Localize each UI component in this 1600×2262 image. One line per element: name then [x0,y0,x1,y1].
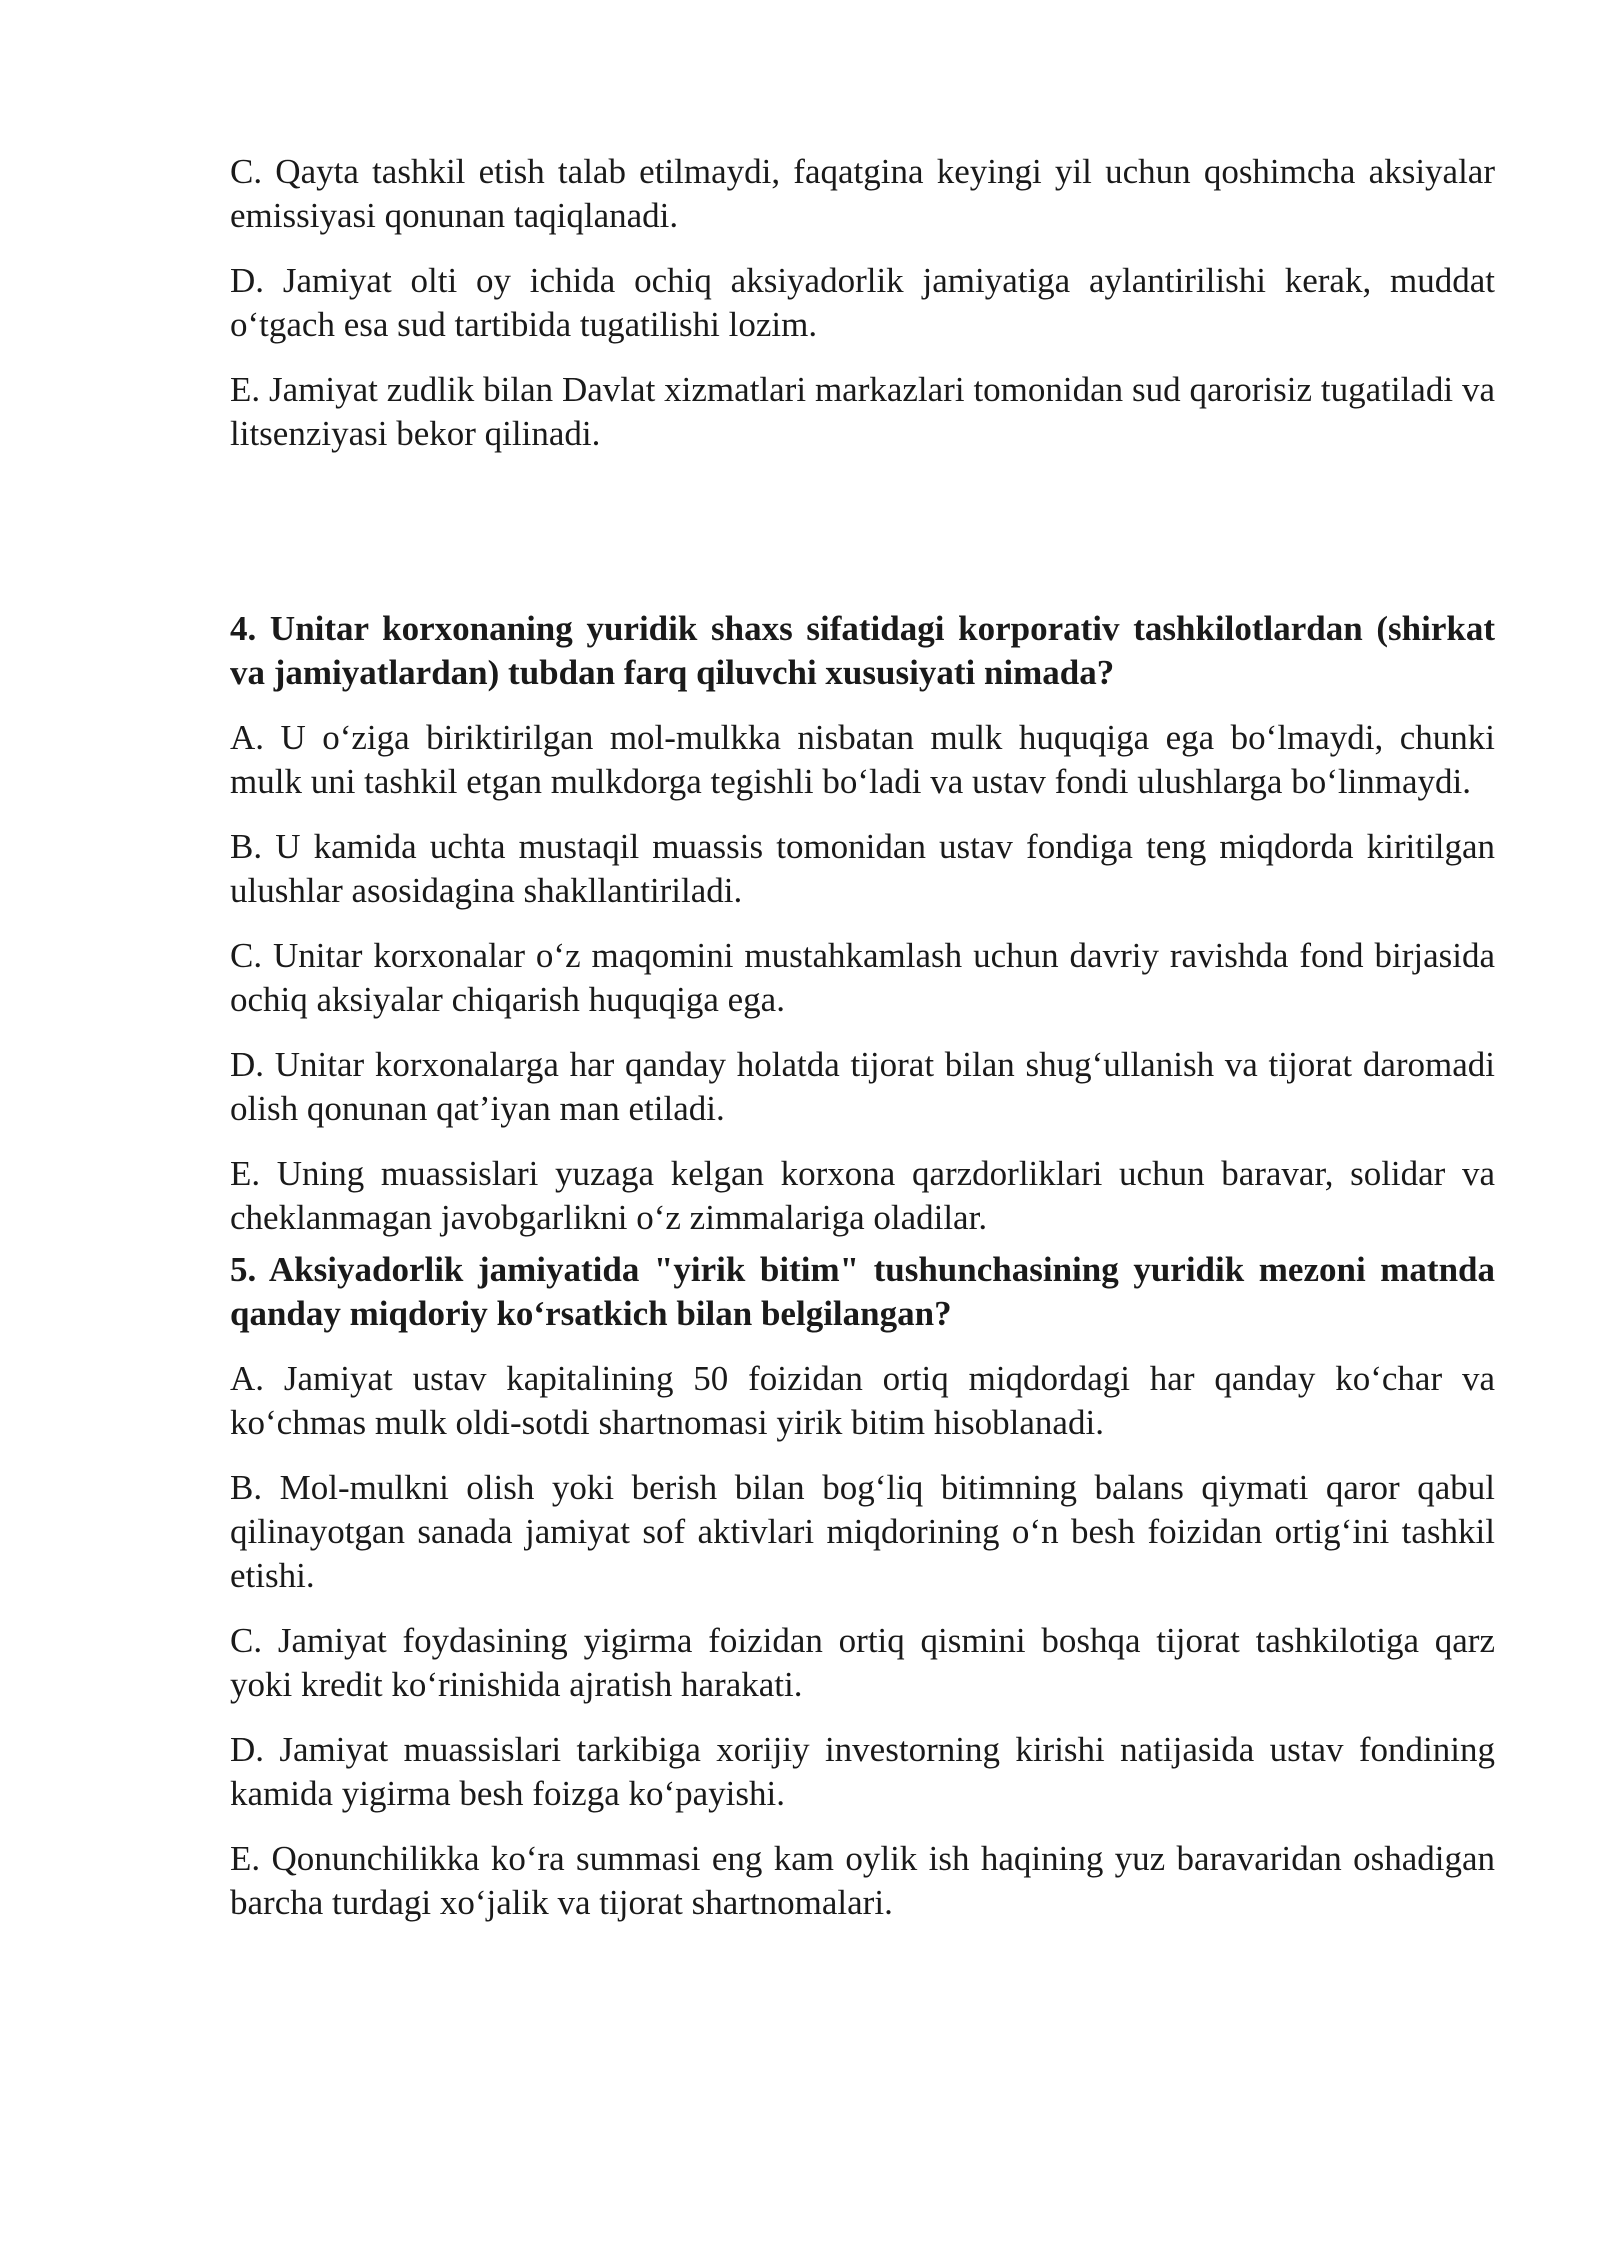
q3-option-c: C. Qayta tashkil etish talab etilmaydi, faqatgina keyingi yil uchun qoshimcha aksiyalar emissiyasi qonunan taqiqlanadi. [230,152,1495,235]
q5-option-a: A. Jamiyat ustav kapitalining 50 foizidan ortiq miqdordagi har qanday ko‘char va ko‘chmas mulk oldi-sotdi shartnomasi yirik bitim hisoblanadi. [230,1359,1495,1442]
q3-option-e: E. Jamiyat zudlik bilan Davlat xizmatlari markazlari tomonidan sud qarorisiz tugatiladi va litsenziyasi bekor qilinadi. [230,370,1495,453]
q4-option-b: B. U kamida uchta mustaqil muassis tomonidan ustav fondiga teng miqdorda kiritilgan ulushlar asosidagina shakllantiriladi. [230,827,1495,910]
q5-option-c: C. Jamiyat foydasining yigirma foizidan ortiq qismini boshqa tijorat tashkilotiga qarz yoki kredit ko‘rinishida ajratish harakati. [230,1621,1495,1704]
document-page [230,150,1495,1946]
q4-option-c: C. Unitar korxonalar o‘z maqomini mustahkamlash uchun davriy ravishda fond birjasida ochiq aksiyalar chiqarish huquqiga ega. [230,936,1495,1019]
q5-option-e: E. Qonunchilikka ko‘ra summasi eng kam oylik ish haqining yuz baravaridan oshadigan barcha turdagi xo‘jalik va tijorat shartnomalari. [230,1839,1495,1922]
q4-option-e: E. Uning muassislari yuzaga kelgan korxona qarzdorliklari uchun baravar, solidar va cheklanmagan javobgarlikni o‘z zimmalariga oladilar. [230,1154,1495,1237]
q4-option-d: D. Unitar korxonalarga har qanday holatda tijorat bilan shug‘ullanish va tijorat daromadi olish qonunan qat’iyan man etiladi. [230,1045,1495,1128]
section-gap [230,477,1495,607]
q5-question: 5. Aksiyadorlik jamiyatida "yirik bitim" tushunchasining yuridik mezoni matnda qanday miqdoriy ko‘rsatkich bilan belgilangan? [230,1250,1495,1333]
q5-option-d: D. Jamiyat muassislari tarkibiga xorijiy investorning kirishi natijasida ustav fondining kamida yigirma besh foizga ko‘payishi. [230,1730,1495,1813]
q3-option-d: D. Jamiyat olti oy ichida ochiq aksiyadorlik jamiyatiga aylantirilishi kerak, muddat o‘tgach esa sud tartibida tugatilishi lozim. [230,261,1495,344]
q4-option-a: A. U o‘ziga biriktirilgan mol-mulkka nisbatan mulk huquqiga ega bo‘lmaydi, chunki mulk uni tashkil etgan mulkdorga tegishli bo‘ladi va ustav fondi ulushlarga bo‘linmaydi. [230,718,1495,801]
q5-option-b: B. Mol-mulkni olish yoki berish bilan bog‘liq bitimning balans qiymati qaror qabul qilinayotgan sanada jamiyat sof aktivlari miqdorining o‘n besh foizidan ortig‘ini tashkil etishi. [230,1468,1495,1595]
q4-question: 4. Unitar korxonaning yuridik shaxs sifatidagi korporativ tashkilotlardan (shirkat va jamiyatlardan) tubdan farq qiluvchi xususiyati nimada? [230,609,1495,692]
